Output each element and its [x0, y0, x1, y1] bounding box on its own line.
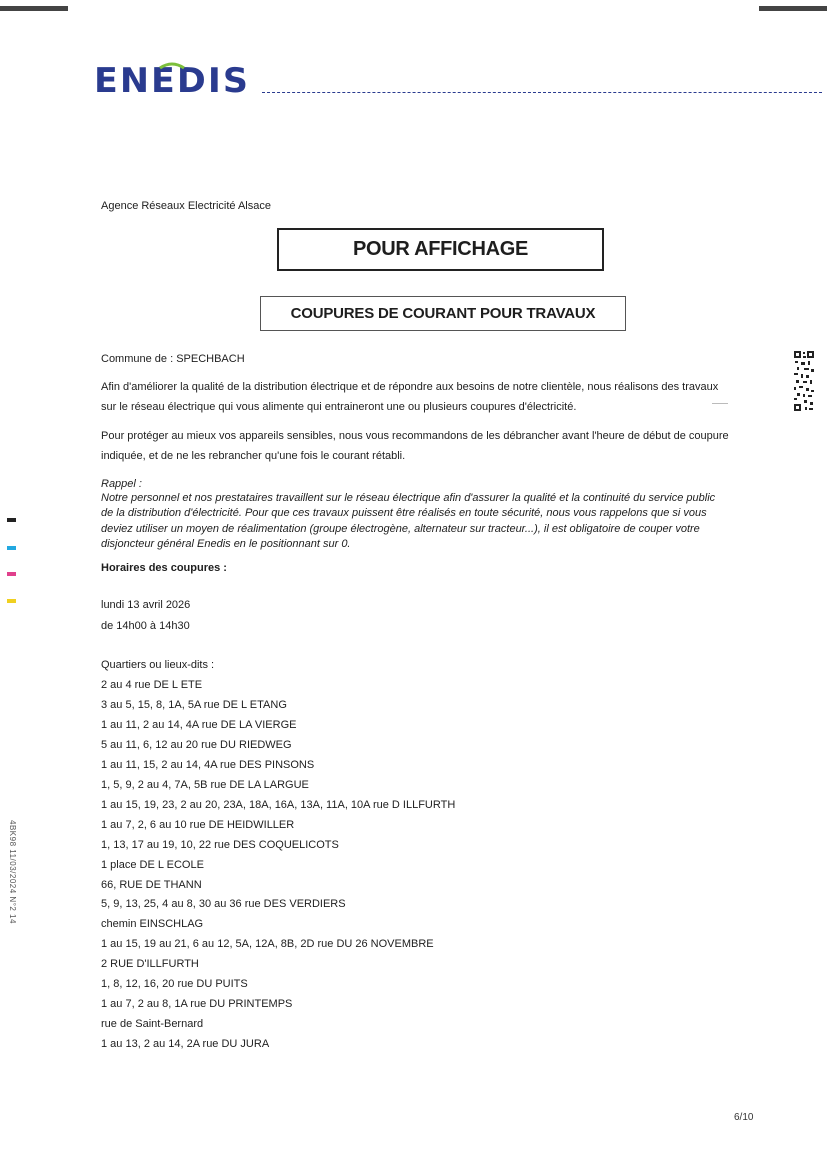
place-item: 1 au 15, 19 au 21, 6 au 12, 5A, 12A, 8B, 2D rue DU 26 NOVEMBRE	[101, 938, 434, 950]
page-number: 6/10	[734, 1112, 754, 1123]
scan-edge-right	[759, 6, 827, 11]
outage-time: de 14h00 à 14h30	[101, 620, 190, 632]
place-item: 1 au 7, 2, 6 au 10 rue DE HEIDWILLER	[101, 819, 295, 831]
place-item: 5 au 11, 6, 12 au 20 rue DU RIEDWEG	[101, 739, 292, 751]
place-item: 2 au 4 rue DE L ETE	[101, 679, 203, 691]
rappel-line: de la distribution d'électricité. Pour que ces travaux puissent être réalisés en toute sécurité, nous vous rappelons que si vous	[101, 507, 707, 519]
qr-code	[793, 350, 815, 412]
outage-date: lundi 13 avril 2026	[101, 599, 191, 611]
registration-mark	[7, 518, 16, 522]
registration-mark	[7, 546, 16, 550]
place-item: 1 au 7, 2 au 8, 1A rue DU PRINTEMPS	[101, 998, 293, 1010]
place-item: 1 au 11, 2 au 14, 4A rue DE LA VIERGE	[101, 719, 297, 731]
registration-mark	[7, 599, 16, 603]
place-item: 5, 9, 13, 25, 4 au 8, 30 au 36 rue DES VERDIERS	[101, 898, 346, 910]
intro-line: sur le réseau électrique qui vous alimente qui entraineront une ou plusieurs coupures d'électricité.	[101, 401, 577, 413]
intro-line: Afin d'améliorer la qualité de la distribution électrique et de répondre aux besoins de notre clientèle, nous réalisons des travaux	[101, 381, 719, 393]
place-item: 3 au 5, 15, 8, 1A, 5A rue DE L ETANG	[101, 699, 287, 711]
registration-mark	[7, 572, 16, 576]
scan-edge-left	[0, 6, 68, 11]
scan-smudge	[712, 403, 728, 404]
place-item: 1 au 15, 19, 23, 2 au 20, 23A, 18A, 16A, 13A, 11A, 10A rue D ILLFURTH	[101, 799, 456, 811]
schedule-heading: Horaires des coupures :	[101, 562, 227, 574]
place-item: 1, 13, 17 au 19, 10, 22 rue DES COQUELICOTS	[101, 839, 339, 851]
rappel-line: disjoncteur général Enedis en le positionnant sur 0.	[101, 538, 351, 550]
commune-line: Commune de : SPECHBACH	[101, 353, 245, 365]
places-heading: Quartiers ou lieux-dits :	[101, 659, 215, 671]
rappel-line: Notre personnel et nos prestataires travaillent sur le réseau électrique afin d'assurer la qualité et la continuité du service public	[101, 492, 716, 504]
place-item: 2 RUE D'ILLFURTH	[101, 958, 199, 970]
place-item: 66, RUE DE THANN	[101, 879, 202, 891]
place-item: rue de Saint-Bernard	[101, 1018, 204, 1030]
svg-text:ENEDIS: ENEDIS	[94, 62, 250, 98]
header-rule	[262, 92, 822, 93]
margin-print-code: 4BK98 11/03/2024 N°2 14	[8, 820, 17, 924]
page-subtitle: COUPURES DE COURANT POUR TRAVAUX	[260, 296, 626, 331]
rappel-heading: Rappel :	[101, 478, 142, 490]
page-title: POUR AFFICHAGE	[277, 228, 604, 271]
place-item: 1 place DE L ECOLE	[101, 859, 204, 871]
enedis-logo	[94, 62, 250, 98]
rappel-line: deviez utiliser un moyen de réalimentation (groupe électrogène, alternateur sur tracteur...), il est obligatoire de couper votre	[101, 523, 700, 535]
place-item: 1, 5, 9, 2 au 4, 7A, 5B rue DE LA LARGUE	[101, 779, 309, 791]
place-item: chemin EINSCHLAG	[101, 918, 204, 930]
advice-line: indiquée, et de ne les rebrancher qu'une fois le courant rétabli.	[101, 450, 406, 462]
advice-line: Pour protéger au mieux vos appareils sensibles, nous vous recommandons de les débrancher avant l'heure de début de coupure	[101, 430, 729, 442]
agency-name: Agence Réseaux Electricité Alsace	[101, 200, 271, 212]
place-item: 1, 8, 12, 16, 20 rue DU PUITS	[101, 978, 248, 990]
place-item: 1 au 13, 2 au 14, 2A rue DU JURA	[101, 1038, 270, 1050]
place-item: 1 au 11, 15, 2 au 14, 4A rue DES PINSONS	[101, 759, 315, 771]
